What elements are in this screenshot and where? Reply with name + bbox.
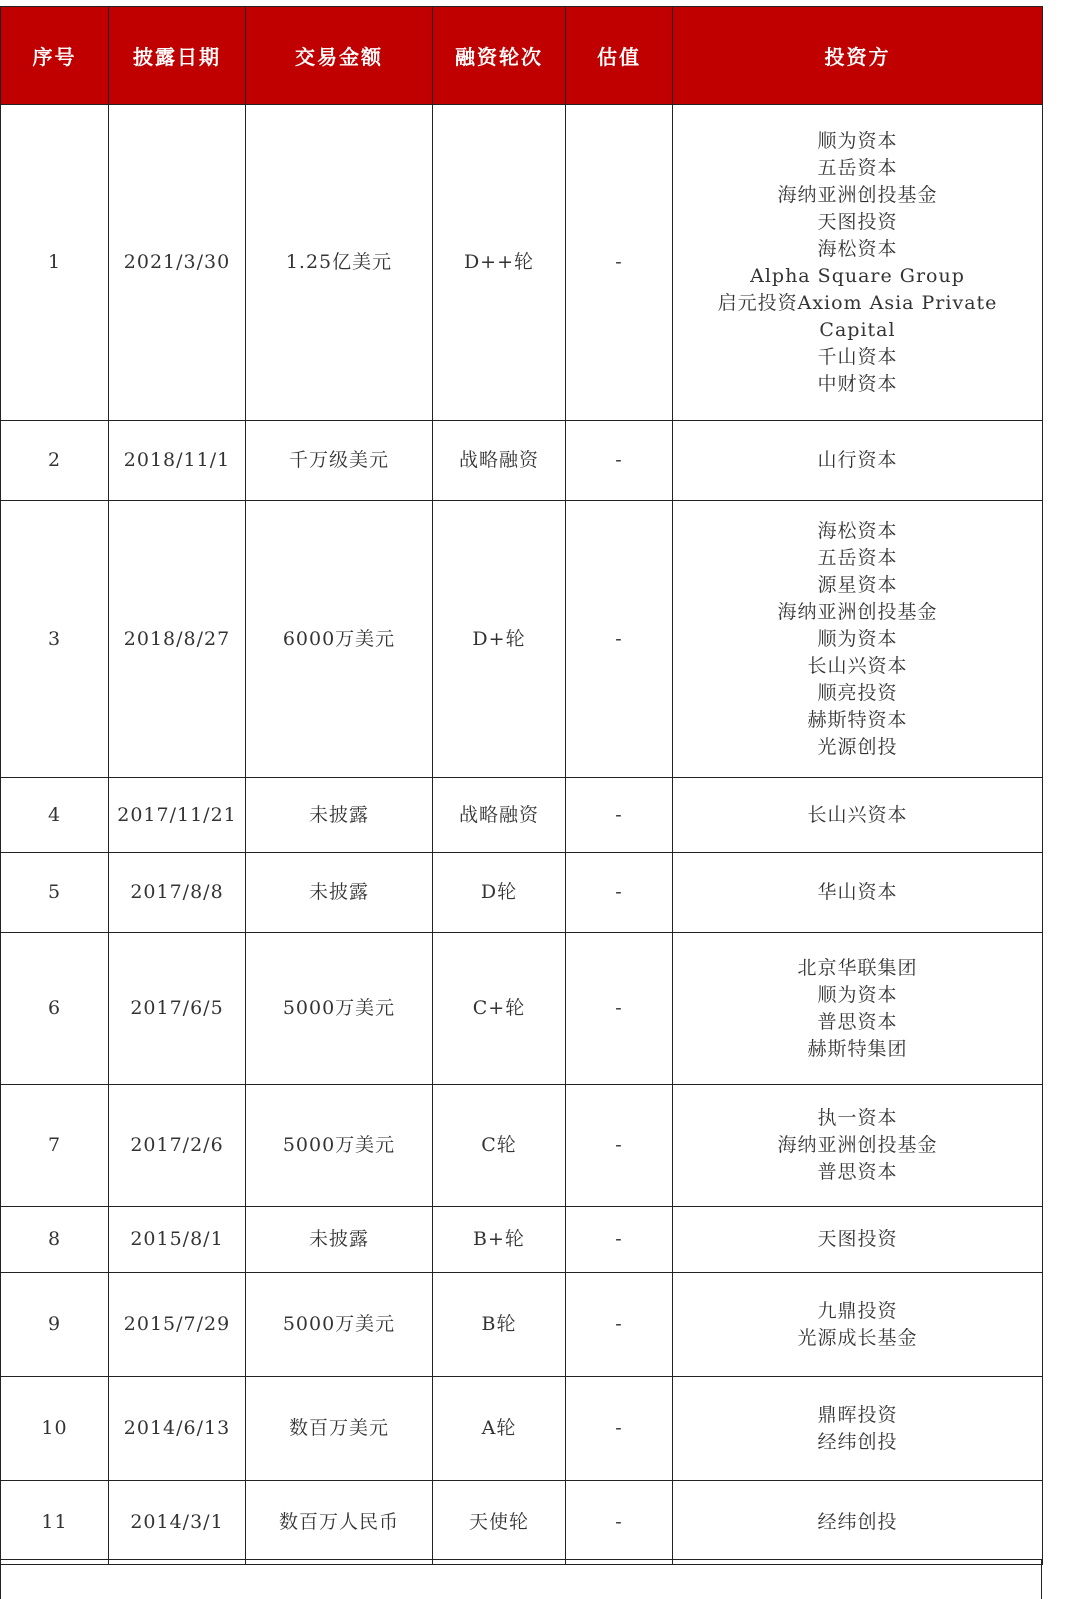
investor-name: 赫斯特资本 — [807, 708, 908, 731]
cell-investors — [673, 105, 1043, 421]
cell-amount: 未披露 — [246, 1207, 433, 1273]
cell-valuation: - — [566, 1273, 673, 1377]
cell-investors — [673, 778, 1043, 853]
cell-valuation: - — [566, 778, 673, 853]
financing-history-table — [0, 6, 1043, 1565]
header-index: 序号 — [1, 7, 109, 105]
cell-investors — [673, 1085, 1043, 1207]
cell-valuation: - — [566, 933, 673, 1085]
cell-investors — [673, 421, 1043, 501]
investor-name: 经纬创投 — [817, 1430, 898, 1453]
cell-index: 8 — [1, 1207, 109, 1273]
table-row — [1, 1481, 1043, 1565]
cell-amount: 5000万美元 — [246, 933, 433, 1085]
investor-name: 千山资本 — [817, 345, 898, 368]
investor-name: Alpha Square Group — [750, 264, 965, 287]
table-row — [1, 778, 1043, 853]
cell-amount: 数百万人民币 — [246, 1481, 433, 1565]
cell-amount: 未披露 — [246, 853, 433, 933]
investor-name: 源星资本 — [817, 573, 898, 596]
investor-name: 天图投资 — [817, 210, 898, 233]
cell-investors — [673, 501, 1043, 778]
cell-valuation: - — [566, 1377, 673, 1481]
investor-name: 华山资本 — [817, 881, 898, 903]
cell-amount: 1.25亿美元 — [246, 105, 433, 421]
cell-index: 7 — [1, 1085, 109, 1207]
cell-date: 2017/2/6 — [109, 1085, 246, 1207]
cell-round: D+轮 — [433, 501, 566, 778]
table-row — [1, 1377, 1043, 1481]
cell-index: 5 — [1, 853, 109, 933]
cell-date: 2015/7/29 — [109, 1273, 246, 1377]
investor-name: 长山兴资本 — [807, 803, 908, 826]
investor-name: 普思资本 — [817, 1010, 898, 1033]
table-continuation — [0, 1559, 1042, 1599]
cell-index: 1 — [1, 105, 109, 421]
table-row — [1, 1085, 1043, 1207]
table-header-row — [1, 7, 1043, 105]
cell-valuation: - — [566, 1207, 673, 1273]
cell-index: 10 — [1, 1377, 109, 1481]
cell-investors — [673, 1207, 1043, 1273]
investor-name: 执一资本 — [817, 1107, 898, 1129]
investor-name: Capital — [819, 318, 896, 341]
table-row — [1, 1273, 1043, 1377]
investor-name: 顺为资本 — [817, 983, 898, 1006]
cell-valuation: - — [566, 421, 673, 501]
cell-investors — [673, 1377, 1043, 1481]
cell-date: 2014/6/13 — [109, 1377, 246, 1481]
table-row — [1, 1207, 1043, 1273]
cell-valuation: - — [566, 105, 673, 421]
cell-valuation: - — [566, 1085, 673, 1207]
cell-index: 6 — [1, 933, 109, 1085]
cell-round: 战略融资 — [433, 421, 566, 501]
cell-index: 3 — [1, 501, 109, 778]
cell-round: 天使轮 — [433, 1481, 566, 1565]
investor-name: 北京华联集团 — [797, 956, 918, 979]
cell-valuation: - — [566, 853, 673, 933]
investor-name: 海纳亚洲创投基金 — [777, 183, 938, 206]
investor-name: 鼎晖投资 — [817, 1403, 898, 1426]
cell-date: 2017/6/5 — [109, 933, 246, 1085]
cell-date: 2017/11/21 — [109, 778, 246, 853]
cell-round: A轮 — [433, 1377, 566, 1481]
investor-name: 经纬创投 — [817, 1511, 898, 1533]
cell-amount: 5000万美元 — [246, 1085, 433, 1207]
cell-round: B轮 — [433, 1273, 566, 1377]
table-row — [1, 105, 1043, 421]
cell-index: 9 — [1, 1273, 109, 1377]
header-date: 披露日期 — [109, 7, 246, 105]
cell-round: D轮 — [433, 853, 566, 933]
investor-name: 长山兴资本 — [807, 654, 908, 677]
cell-round: C+轮 — [433, 933, 566, 1085]
cell-valuation: - — [566, 1481, 673, 1565]
cell-index: 11 — [1, 1481, 109, 1565]
investor-name: 海松资本 — [817, 237, 898, 260]
cell-round: 战略融资 — [433, 778, 566, 853]
investor-name: 光源成长基金 — [797, 1326, 918, 1349]
cell-date: 2017/8/8 — [109, 853, 246, 933]
investor-name: 九鼎投资 — [817, 1299, 898, 1322]
investor-name: 山行资本 — [817, 449, 898, 471]
cell-amount: 5000万美元 — [246, 1273, 433, 1377]
cell-valuation: - — [566, 501, 673, 778]
cell-date: 2018/11/1 — [109, 421, 246, 501]
investor-name: 顺为资本 — [817, 627, 898, 650]
investor-name: 赫斯特集团 — [807, 1037, 908, 1060]
cell-investors — [673, 933, 1043, 1085]
investor-name: 启元投资Axiom Asia Private — [717, 291, 998, 314]
cell-index: 4 — [1, 778, 109, 853]
investor-name: 顺亮投资 — [817, 681, 898, 704]
investor-name: 顺为资本 — [817, 129, 898, 152]
header-investors: 投资方 — [673, 7, 1043, 105]
cell-amount: 未披露 — [246, 778, 433, 853]
cell-amount: 数百万美元 — [246, 1377, 433, 1481]
cell-investors — [673, 853, 1043, 933]
investor-name: 海纳亚洲创投基金 — [777, 1134, 938, 1156]
cell-date: 2014/3/1 — [109, 1481, 246, 1565]
investor-name: 普思资本 — [817, 1161, 898, 1183]
investor-name: 海松资本 — [817, 519, 898, 542]
header-round: 融资轮次 — [433, 7, 566, 105]
investor-name: 光源创投 — [817, 735, 898, 758]
table-body — [1, 105, 1043, 1565]
investor-name: 中财资本 — [817, 372, 898, 395]
investor-name: 海纳亚洲创投基金 — [777, 600, 938, 623]
cell-round: C轮 — [433, 1085, 566, 1207]
table-row — [1, 853, 1043, 933]
investor-name: 五岳资本 — [817, 156, 898, 179]
header-valuation: 估值 — [566, 7, 673, 105]
cell-round: B+轮 — [433, 1207, 566, 1273]
cell-amount: 6000万美元 — [246, 501, 433, 778]
cell-investors — [673, 1481, 1043, 1565]
cell-amount: 千万级美元 — [246, 421, 433, 501]
investor-name: 天图投资 — [817, 1228, 898, 1250]
cell-date: 2015/8/1 — [109, 1207, 246, 1273]
cell-date: 2021/3/30 — [109, 105, 246, 421]
table-row — [1, 421, 1043, 501]
financing-table-container — [0, 6, 1042, 1565]
cell-index: 2 — [1, 421, 109, 501]
header-amount: 交易金额 — [246, 7, 433, 105]
cell-round: D++轮 — [433, 105, 566, 421]
cell-investors — [673, 1273, 1043, 1377]
cell-date: 2018/8/27 — [109, 501, 246, 778]
table-row — [1, 933, 1043, 1085]
investor-name: 五岳资本 — [817, 546, 898, 569]
table-row — [1, 501, 1043, 778]
